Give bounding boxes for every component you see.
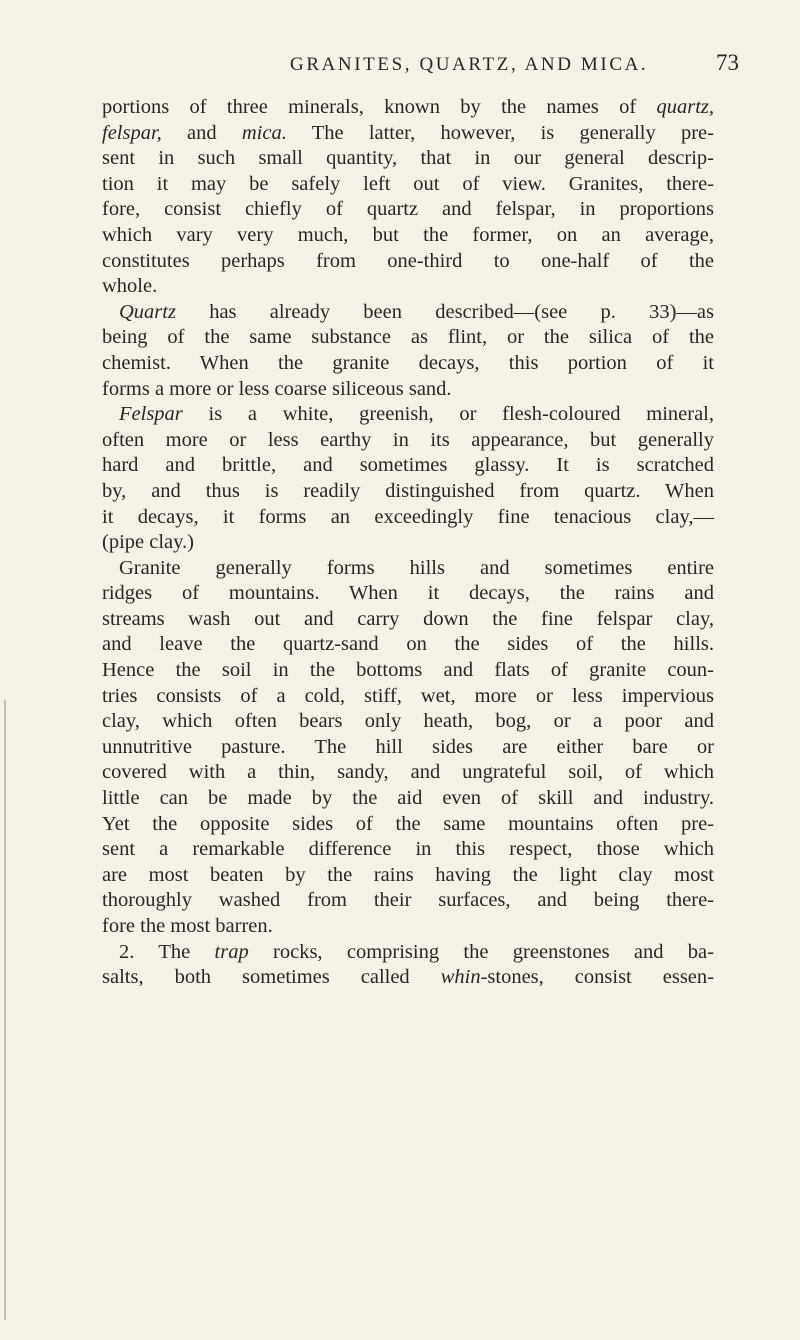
text-line — [102, 760, 714, 786]
text-segment: constitutes perhaps from one-third to one-half of the — [102, 249, 714, 272]
text-segment: portions of three minerals, known by the names of — [102, 96, 657, 118]
text-line — [102, 146, 714, 172]
text-line — [102, 735, 714, 761]
text-line — [102, 632, 714, 658]
text-segment: Hence the soil in the bottoms and flats of granite coun- — [102, 659, 714, 682]
text-segment: streams wash out and carry down the fine felspar clay, — [102, 607, 714, 630]
text-segment: being of the same substance as flint, or the silica of the — [102, 326, 714, 349]
text-segment: unnutritive pasture. The hill sides are either bare or — [102, 735, 714, 758]
text-segment: ridges of mountains. When it decays, the rains and — [102, 582, 714, 605]
text-line — [102, 786, 714, 812]
page-number: 73 — [716, 50, 739, 75]
text-line — [102, 505, 714, 531]
text-line — [102, 453, 714, 479]
text-segment: tion it may be safely left out of view. Granites, there- — [102, 172, 714, 195]
text-line — [102, 863, 714, 889]
italic-term: Quartz — [119, 300, 176, 323]
body-text — [102, 95, 714, 991]
text-line — [102, 479, 714, 505]
text-segment: little can be made by the aid even of skill and industry. — [102, 787, 714, 810]
text-line — [102, 607, 714, 633]
text-segment: salts, both sometimes called — [102, 966, 441, 989]
text-line — [102, 351, 714, 377]
text-segment: sent in such small quantity, that in our general descrip- — [102, 147, 714, 170]
text-line — [102, 940, 714, 966]
text-line — [102, 428, 714, 454]
text-segment: covered with a thin, sandy, and ungrateful soil, of which — [102, 761, 714, 784]
italic-term: trap — [214, 940, 249, 963]
text-line — [102, 377, 714, 403]
text-segment: Yet the opposite sides of the same mountains often pre- — [102, 812, 714, 835]
italic-term: felspar, — [102, 121, 162, 144]
text-segment: it decays, it forms an exceedingly fine tenacious clay,— — [102, 505, 714, 528]
text-line — [102, 172, 714, 198]
text-segment: often more or less earthy in its appearance, but generally — [102, 428, 714, 451]
text-line — [102, 812, 714, 838]
text-line — [102, 197, 714, 223]
text-segment: thoroughly washed from their surfaces, and being there- — [102, 889, 714, 912]
text-line — [102, 95, 714, 121]
text-segment: -stones, consist essen- — [480, 966, 714, 989]
text-line — [102, 581, 714, 607]
text-line — [102, 274, 714, 300]
text-segment: chemist. When the granite decays, this portion of it — [102, 351, 714, 374]
text-segment: sent a remarkable difference in this respect, those which — [102, 838, 714, 861]
text-segment: rocks, comprising the greenstones and ba- — [248, 940, 714, 963]
text-line — [102, 837, 714, 863]
text-line — [102, 684, 714, 710]
text-segment: fore the most barren. — [102, 915, 273, 937]
text-segment: tries consists of a cold, stiff, wet, more or less impervious — [102, 684, 714, 707]
text-segment: fore, consist chiefly of quartz and felspar, in proportions — [102, 198, 714, 221]
text-line — [102, 249, 714, 275]
running-head: GRANITES, QUARTZ, AND MICA. — [290, 54, 649, 75]
text-segment: 2. The — [119, 940, 215, 963]
text-segment: which vary very much, but the former, on an average, — [102, 223, 714, 246]
text-line — [102, 325, 714, 351]
text-line — [102, 300, 714, 326]
text-line — [102, 121, 714, 147]
text-line — [102, 530, 714, 556]
text-segment: has already been described—(see p. 33)—as — [175, 300, 714, 323]
text-segment: is a white, greenish, or flesh-coloured mineral, — [182, 403, 714, 426]
text-segment: and — [161, 121, 242, 144]
italic-term: whin — [440, 966, 481, 989]
page-edge-shadow — [4, 700, 6, 1320]
page-header — [0, 50, 800, 84]
text-segment: Granite generally forms hills and sometimes entire — [119, 556, 714, 579]
text-line — [102, 914, 714, 940]
text-line — [102, 965, 714, 991]
text-segment: (pipe clay.) — [102, 531, 195, 554]
text-line — [102, 223, 714, 249]
text-line — [102, 709, 714, 735]
text-segment: clay, which often bears only heath, bog, or a poor and — [102, 710, 714, 733]
text-segment: forms a more or less coarse siliceous sand. — [102, 377, 452, 400]
text-line — [102, 888, 714, 914]
italic-term: quartz, — [656, 96, 714, 118]
text-segment: and leave the quartz-sand on the sides of the hills. — [102, 633, 714, 656]
text-segment: whole. — [102, 275, 158, 298]
text-line — [102, 556, 714, 582]
italic-term: Felspar — [119, 403, 183, 426]
text-line — [102, 402, 714, 428]
italic-term: mica. — [241, 121, 287, 144]
text-segment: The latter, however, is generally pre- — [286, 121, 714, 144]
text-line — [102, 658, 714, 684]
text-segment: hard and brittle, and sometimes glassy. It is scratched — [102, 454, 714, 477]
text-segment: are most beaten by the rains having the light clay most — [102, 863, 714, 886]
text-segment: by, and thus is readily distinguished from quartz. When — [102, 479, 714, 502]
